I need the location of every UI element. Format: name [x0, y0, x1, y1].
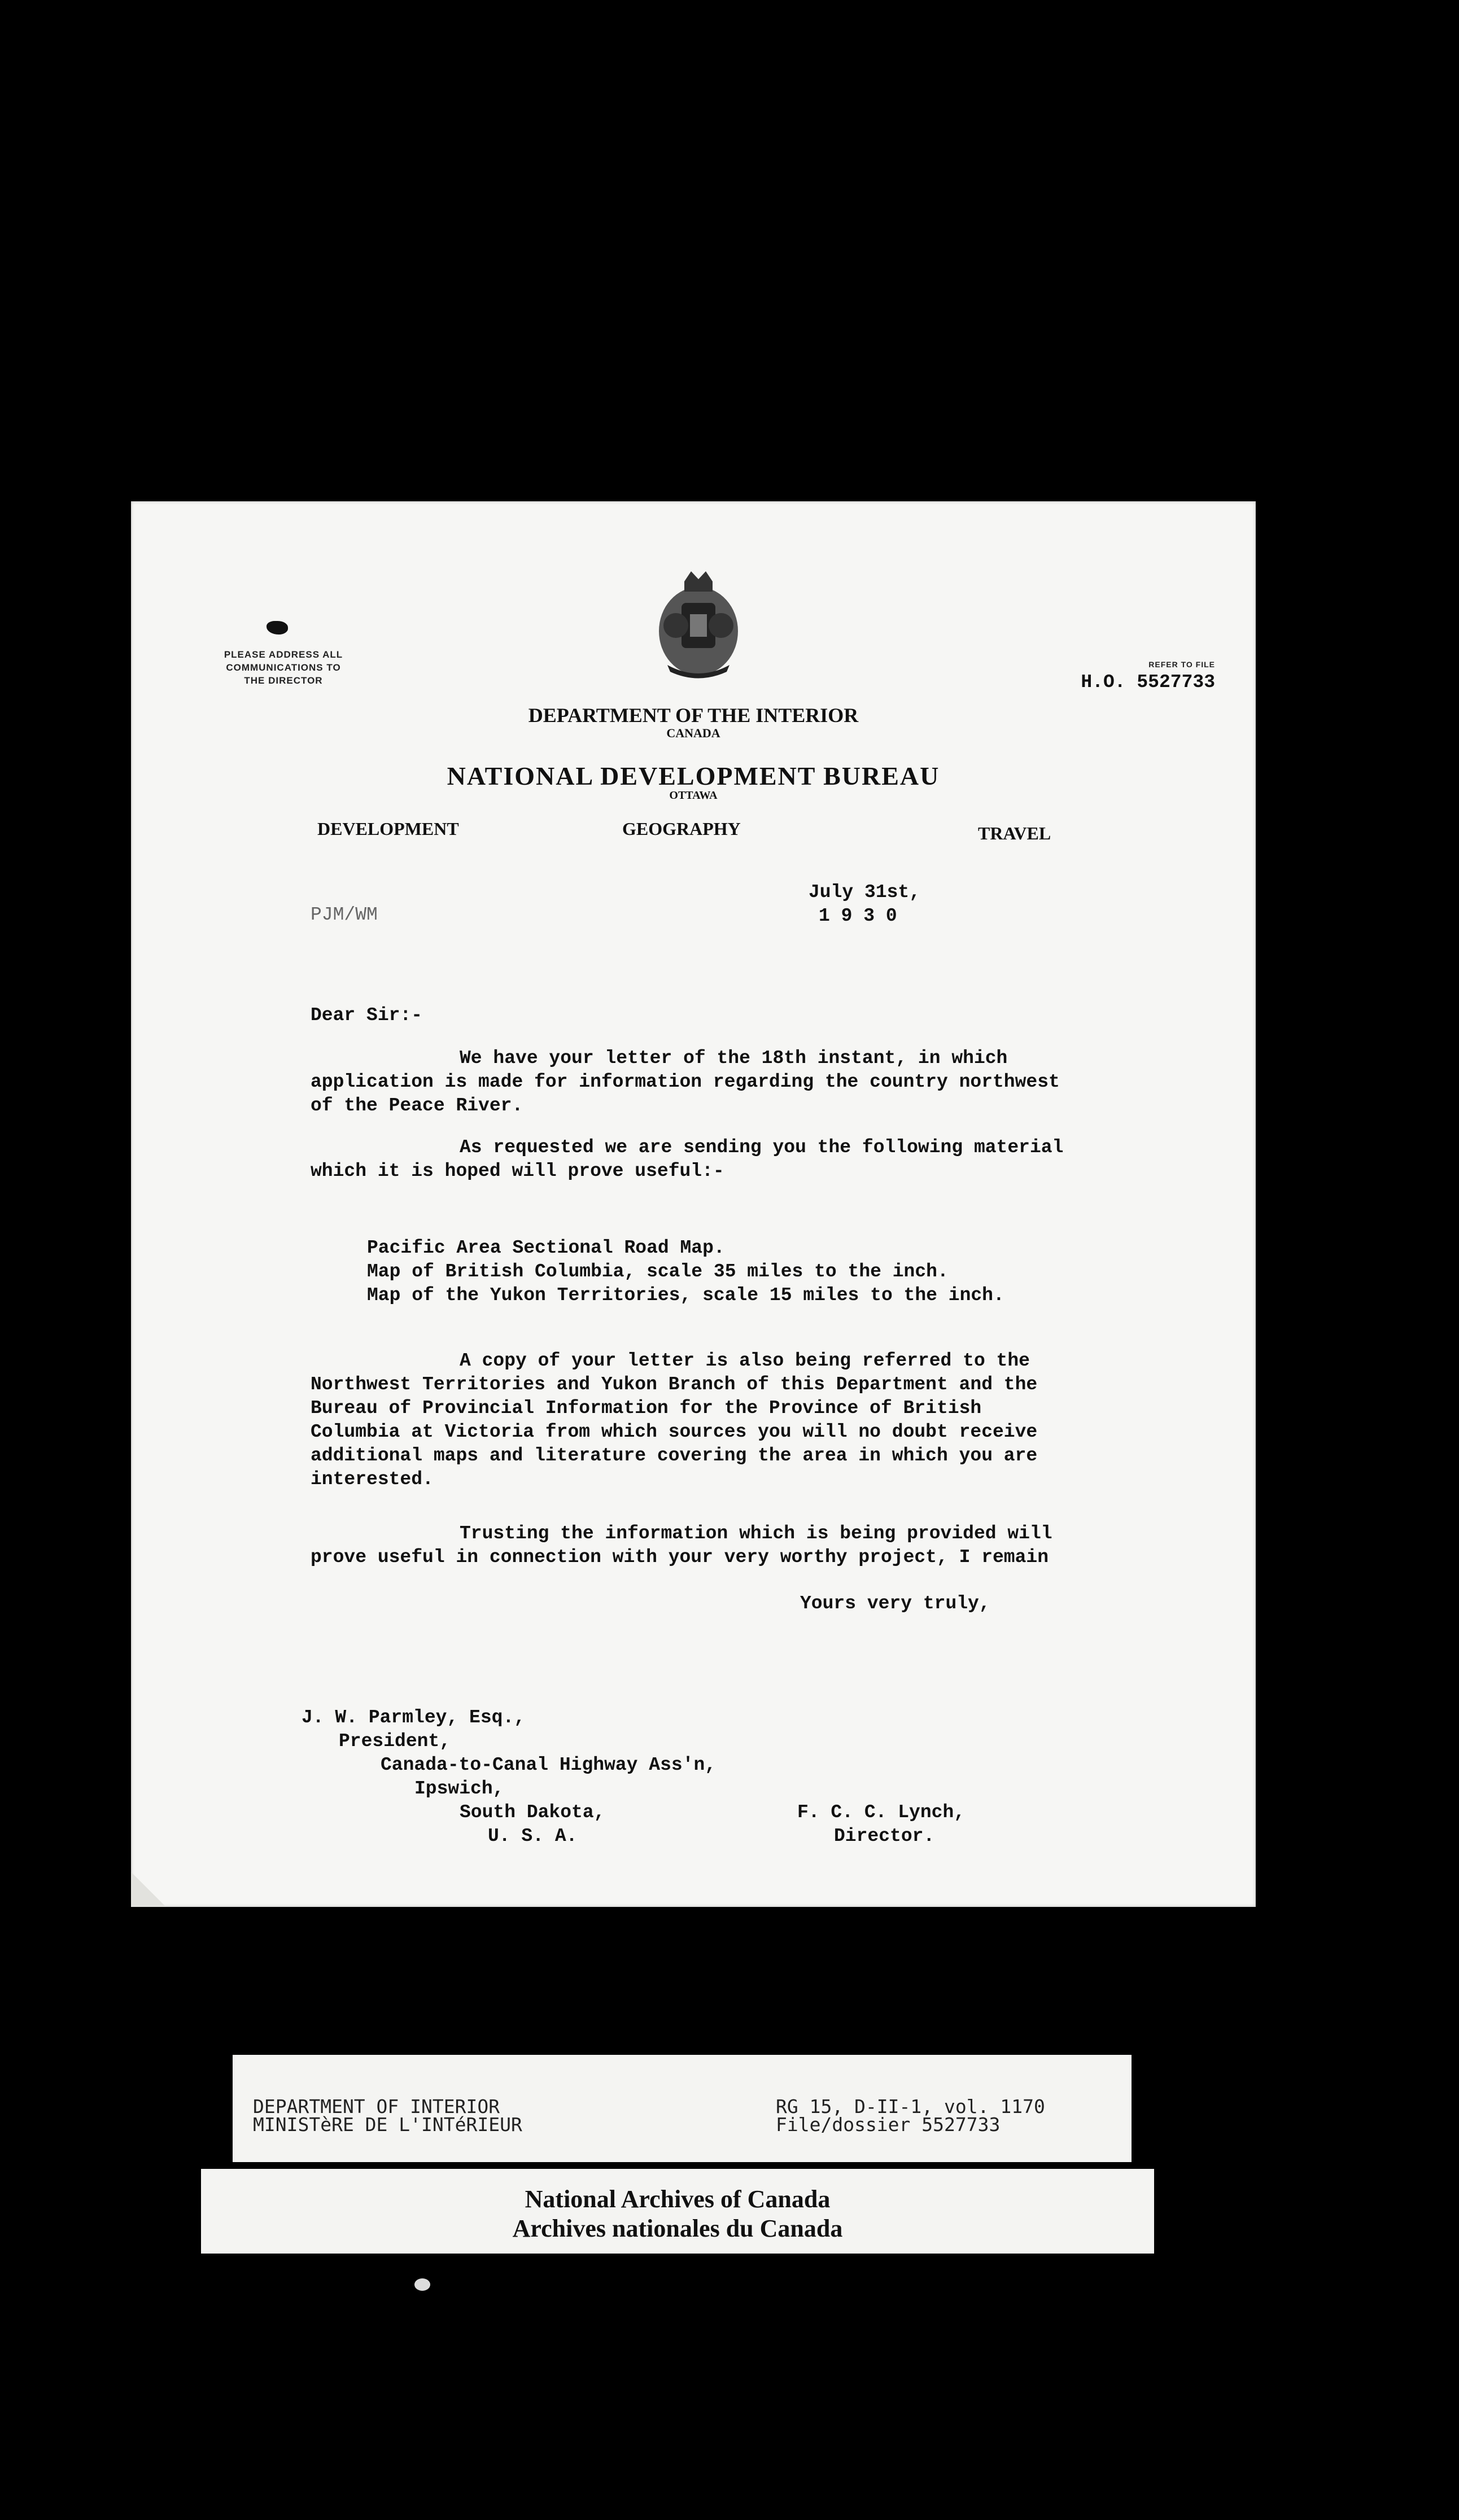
paragraph-4: Trusting the information which is being provided will prove useful in connection with your very worthy project, I remain — [311, 1523, 1052, 1568]
letter-page — [131, 501, 1256, 1907]
signatory-title: Director. — [834, 1826, 935, 1847]
salutation: Dear Sir:- — [311, 1005, 423, 1026]
list-item: Pacific Area Sectional Road Map. — [367, 1237, 725, 1258]
label-dept-en: DEPARTMENT OF INTERIOR — [253, 2095, 500, 2118]
country-subtitle: CANADA — [666, 726, 720, 740]
signatory-name: F. C. C. Lynch, — [797, 1802, 966, 1823]
date-line-2: 1 9 3 0 — [819, 905, 897, 926]
archive-banner — [201, 2169, 1154, 2254]
film-speck — [414, 2278, 430, 2291]
bureau-title: NATIONAL DEVELOPMENT BUREAU — [447, 762, 940, 790]
recipient-address: J. W. Parmley, Esq., President, Canada-to-Canal Highway Ass'n, Ipswich, South Dakota, U. S. A. — [302, 1707, 717, 1847]
city-subtitle: OTTAWA — [669, 789, 718, 802]
archive-name-en: National Archives of Canada — [525, 2185, 831, 2213]
archive-reference-label — [233, 2055, 1132, 2162]
date-line-1: July 31st, — [809, 882, 921, 903]
list-item: Map of the Yukon Territories, scale 15 miles to the inch. — [367, 1285, 1004, 1306]
label-dept-fr: MINISTèRE DE L'INTéRIEUR — [253, 2114, 522, 2136]
ink-blot — [267, 621, 288, 635]
department-title: DEPARTMENT OF THE INTERIOR — [528, 704, 859, 727]
address-note: PLEASE ADDRESS ALL COMMUNICATIONS TO THE DIRECTOR — [224, 649, 343, 686]
refer-file-number: H.O. 5527733 — [1081, 672, 1215, 693]
division-development: DEVELOPMENT — [317, 819, 459, 839]
closing: Yours very truly, — [800, 1593, 990, 1614]
paragraph-2: As requested we are sending you the following material which it is hoped will prove useful:- — [311, 1137, 1064, 1182]
refer-to-file-label: REFER TO FILE — [1148, 660, 1215, 669]
label-record-group: RG 15, D-II-1, vol. 1170 — [776, 2095, 1045, 2118]
division-travel: TRAVEL — [978, 823, 1051, 843]
coat-of-arms-seal — [650, 569, 746, 682]
division-geography: GEOGRAPHY — [622, 819, 741, 839]
page-curl — [131, 1872, 166, 1907]
materials-list — [367, 1236, 1004, 1307]
paragraph-1: We have your letter of the 18th instant, in which application is made for information regarding the country northwest of the Peace River. — [311, 1048, 1060, 1116]
reference-initials: PJM/WM — [311, 904, 378, 925]
list-item: Map of British Columbia, scale 35 miles to the inch. — [367, 1261, 949, 1282]
archive-name-fr: Archives nationales du Canada — [512, 2215, 843, 2242]
label-file-number: File/dossier 5527733 — [776, 2114, 1001, 2136]
paragraph-3: A copy of your letter is also being referred to the Northwest Territories and Yukon Branch of this Department and the Bureau of Provincial Information for the Province of British Columbia at Victoria from which sources you will no doubt receive additional maps and literature covering the area in which you are interested. — [311, 1350, 1038, 1490]
